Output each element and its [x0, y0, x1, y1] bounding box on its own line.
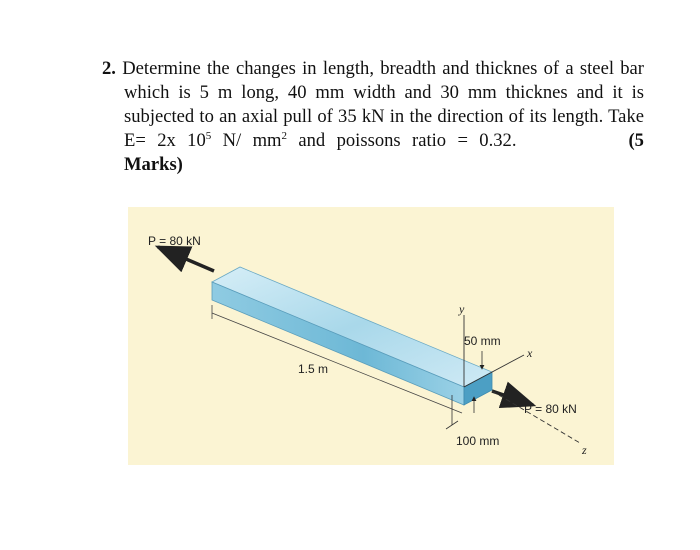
bar-figure	[128, 207, 614, 465]
y-axis-label: y	[459, 302, 465, 316]
question-body-1: Determine the changes in length, breadth and thicknes of a steel bar which is 5 m long, 40 mm width and 30 mm thicknes and it is subjected to an axial pull of 35 kN in the direction of its length. Take E= 2x 10	[115, 58, 644, 151]
bar-front-face	[212, 282, 464, 405]
question-body-3: and poissons ratio = 0.32.	[287, 130, 517, 151]
z-axis-label: z	[582, 443, 587, 457]
exponent-2: 2	[281, 129, 288, 142]
question-body-2: N/ mm	[211, 130, 282, 151]
left-load-label: P = 80 kN	[148, 234, 201, 248]
width-label: 100 mm	[456, 434, 500, 448]
marks-label: (5 Marks)	[124, 130, 644, 175]
right-load-label: P = 80 kN	[524, 402, 577, 416]
question-number: 2.	[102, 58, 116, 79]
z-axis-line	[492, 391, 580, 443]
left-load-arrow	[158, 247, 214, 271]
length-label: 1.5 m	[298, 362, 329, 376]
exponent-1: 5	[205, 129, 212, 142]
question-text	[102, 57, 644, 177]
x-axis-label: x	[527, 346, 533, 360]
bar-diagram	[128, 207, 614, 465]
height-label: 50 mm	[464, 334, 501, 348]
